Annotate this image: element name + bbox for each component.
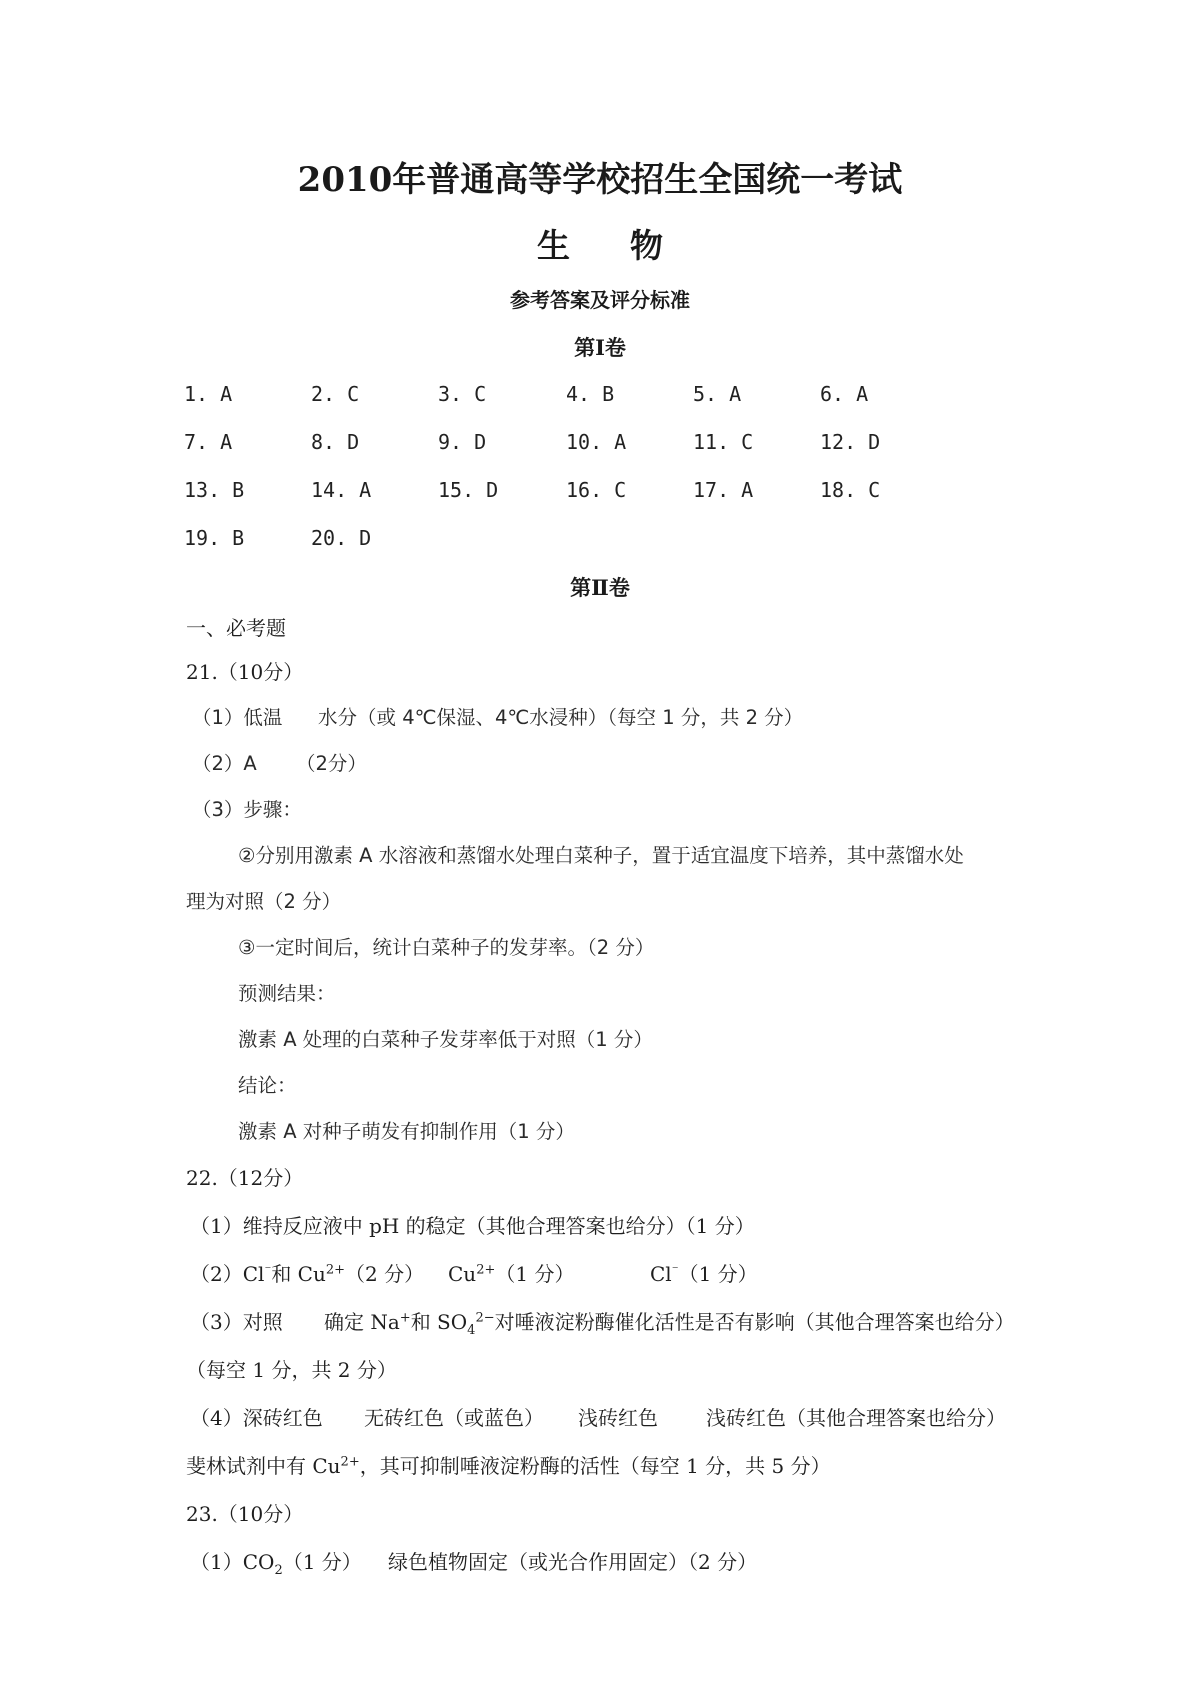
answer-11: 11. C	[693, 430, 754, 454]
answer-10: 10. A	[566, 430, 627, 454]
answer-18: 18. C	[820, 478, 881, 502]
q21-line1a: （1）低温	[192, 706, 283, 729]
answer-8: 8. D	[311, 430, 360, 454]
q22-line2a: （2）Cl⁻和 $Cu^{2+}(2$ 分）	[190, 1262, 425, 1286]
answer-4: 4. B	[566, 382, 615, 406]
q21-line2a: （2）A	[192, 752, 257, 775]
q22-line4c: 浅砖红色	[578, 1406, 658, 1430]
q23-heading: 23.（10分）	[186, 1502, 304, 1526]
q21-step2: ②分别用激素 A 水溶液和蒸馏水处理白菜种子，置于适宜温度下培养，其中蒸馏水处	[238, 844, 964, 867]
exam-title: 2010年普通高等学校招生全国统一考试	[297, 160, 903, 200]
q23-line1b: 绿色植物固定（或光合作用固定）（2 分）	[388, 1550, 758, 1574]
part2-heading: 第Ⅱ卷	[570, 575, 630, 600]
answer-20: 20. D	[311, 526, 372, 550]
q22-line2c: Cl⁻（1 分）	[650, 1262, 758, 1286]
q22-line1: （1）维持反应液中 pH 的稳定（其他合理答案也给分）（1 分）	[190, 1214, 755, 1238]
section-required: 一、必考题	[186, 616, 286, 640]
answer-15: 15. D	[438, 478, 499, 502]
answer-14: 14. A	[311, 478, 372, 502]
answer-12: 12. D	[820, 430, 881, 454]
answer-1: 1. A	[184, 382, 233, 406]
q21-prediction-label: 预测结果：	[238, 982, 336, 1005]
answer-6: 6. A	[820, 382, 869, 406]
answer-9: 9. D	[438, 430, 487, 454]
q21-prediction: 激素 A 处理的白菜种子发芽率低于对照（1 分）	[238, 1028, 653, 1051]
q22-heading: 22.（12分）	[186, 1166, 304, 1190]
answer-5: 5. A	[693, 382, 742, 406]
q21-conclusion-label: 结论：	[238, 1074, 297, 1097]
q21-step3: ③一定时间后，统计白菜种子的发芽率。（2 分）	[238, 936, 655, 959]
q22-line5: 斐林试剂中有 $Cu^{2+}$，其可抑制唾液淀粉酶的活性（每空 1 分，共 5 分）	[186, 1454, 831, 1478]
subject-title: 生物	[537, 226, 723, 265]
answer-2: 2. C	[311, 382, 360, 406]
q22-line2b: $Cu^{2+}(1$ 分）	[448, 1262, 575, 1286]
answer-7: 7. A	[184, 430, 233, 454]
answer-17: 17. A	[693, 478, 754, 502]
q21-heading: 21.（10分）	[186, 660, 304, 684]
answer-13: 13. B	[184, 478, 245, 502]
q21-line1b: 水分（或 4℃保湿、4℃水浸种）（每空 1 分，共 2 分）	[318, 706, 804, 729]
q22-line3b: 确定 Na+和 $SO_4^{2-}$对唾液淀粉酶催化活性是否有影响（其他合理答案也给分）	[324, 1310, 1015, 1338]
q21-line2b: （2分）	[296, 752, 367, 775]
q23-line1a: $(1)CO_2(1$ 分）	[190, 1550, 362, 1578]
part1-heading: 第Ⅰ卷	[574, 335, 626, 360]
q21-conclusion: 激素 A 对种子萌发有抑制作用（1 分）	[238, 1120, 575, 1143]
q21-steps-label: （3）步骤：	[192, 798, 302, 821]
q21-step2-cont: 理为对照（2 分）	[186, 890, 342, 913]
q22-line4d: 浅砖红色（其他合理答案也给分）	[706, 1406, 1006, 1430]
q22-line4b: 无砖红色（或蓝色）	[364, 1406, 544, 1430]
q22-line4a: （4）深砖红色	[190, 1406, 323, 1430]
answer-3: 3. C	[438, 382, 487, 406]
q22-line3a: （3）对照	[190, 1310, 283, 1334]
q22-line3-scoring: （每空 1 分，共 2 分）	[186, 1358, 397, 1382]
answer-16: 16. C	[566, 478, 627, 502]
subtitle: 参考答案及评分标准	[510, 288, 690, 312]
answer-19: 19. B	[184, 526, 245, 550]
